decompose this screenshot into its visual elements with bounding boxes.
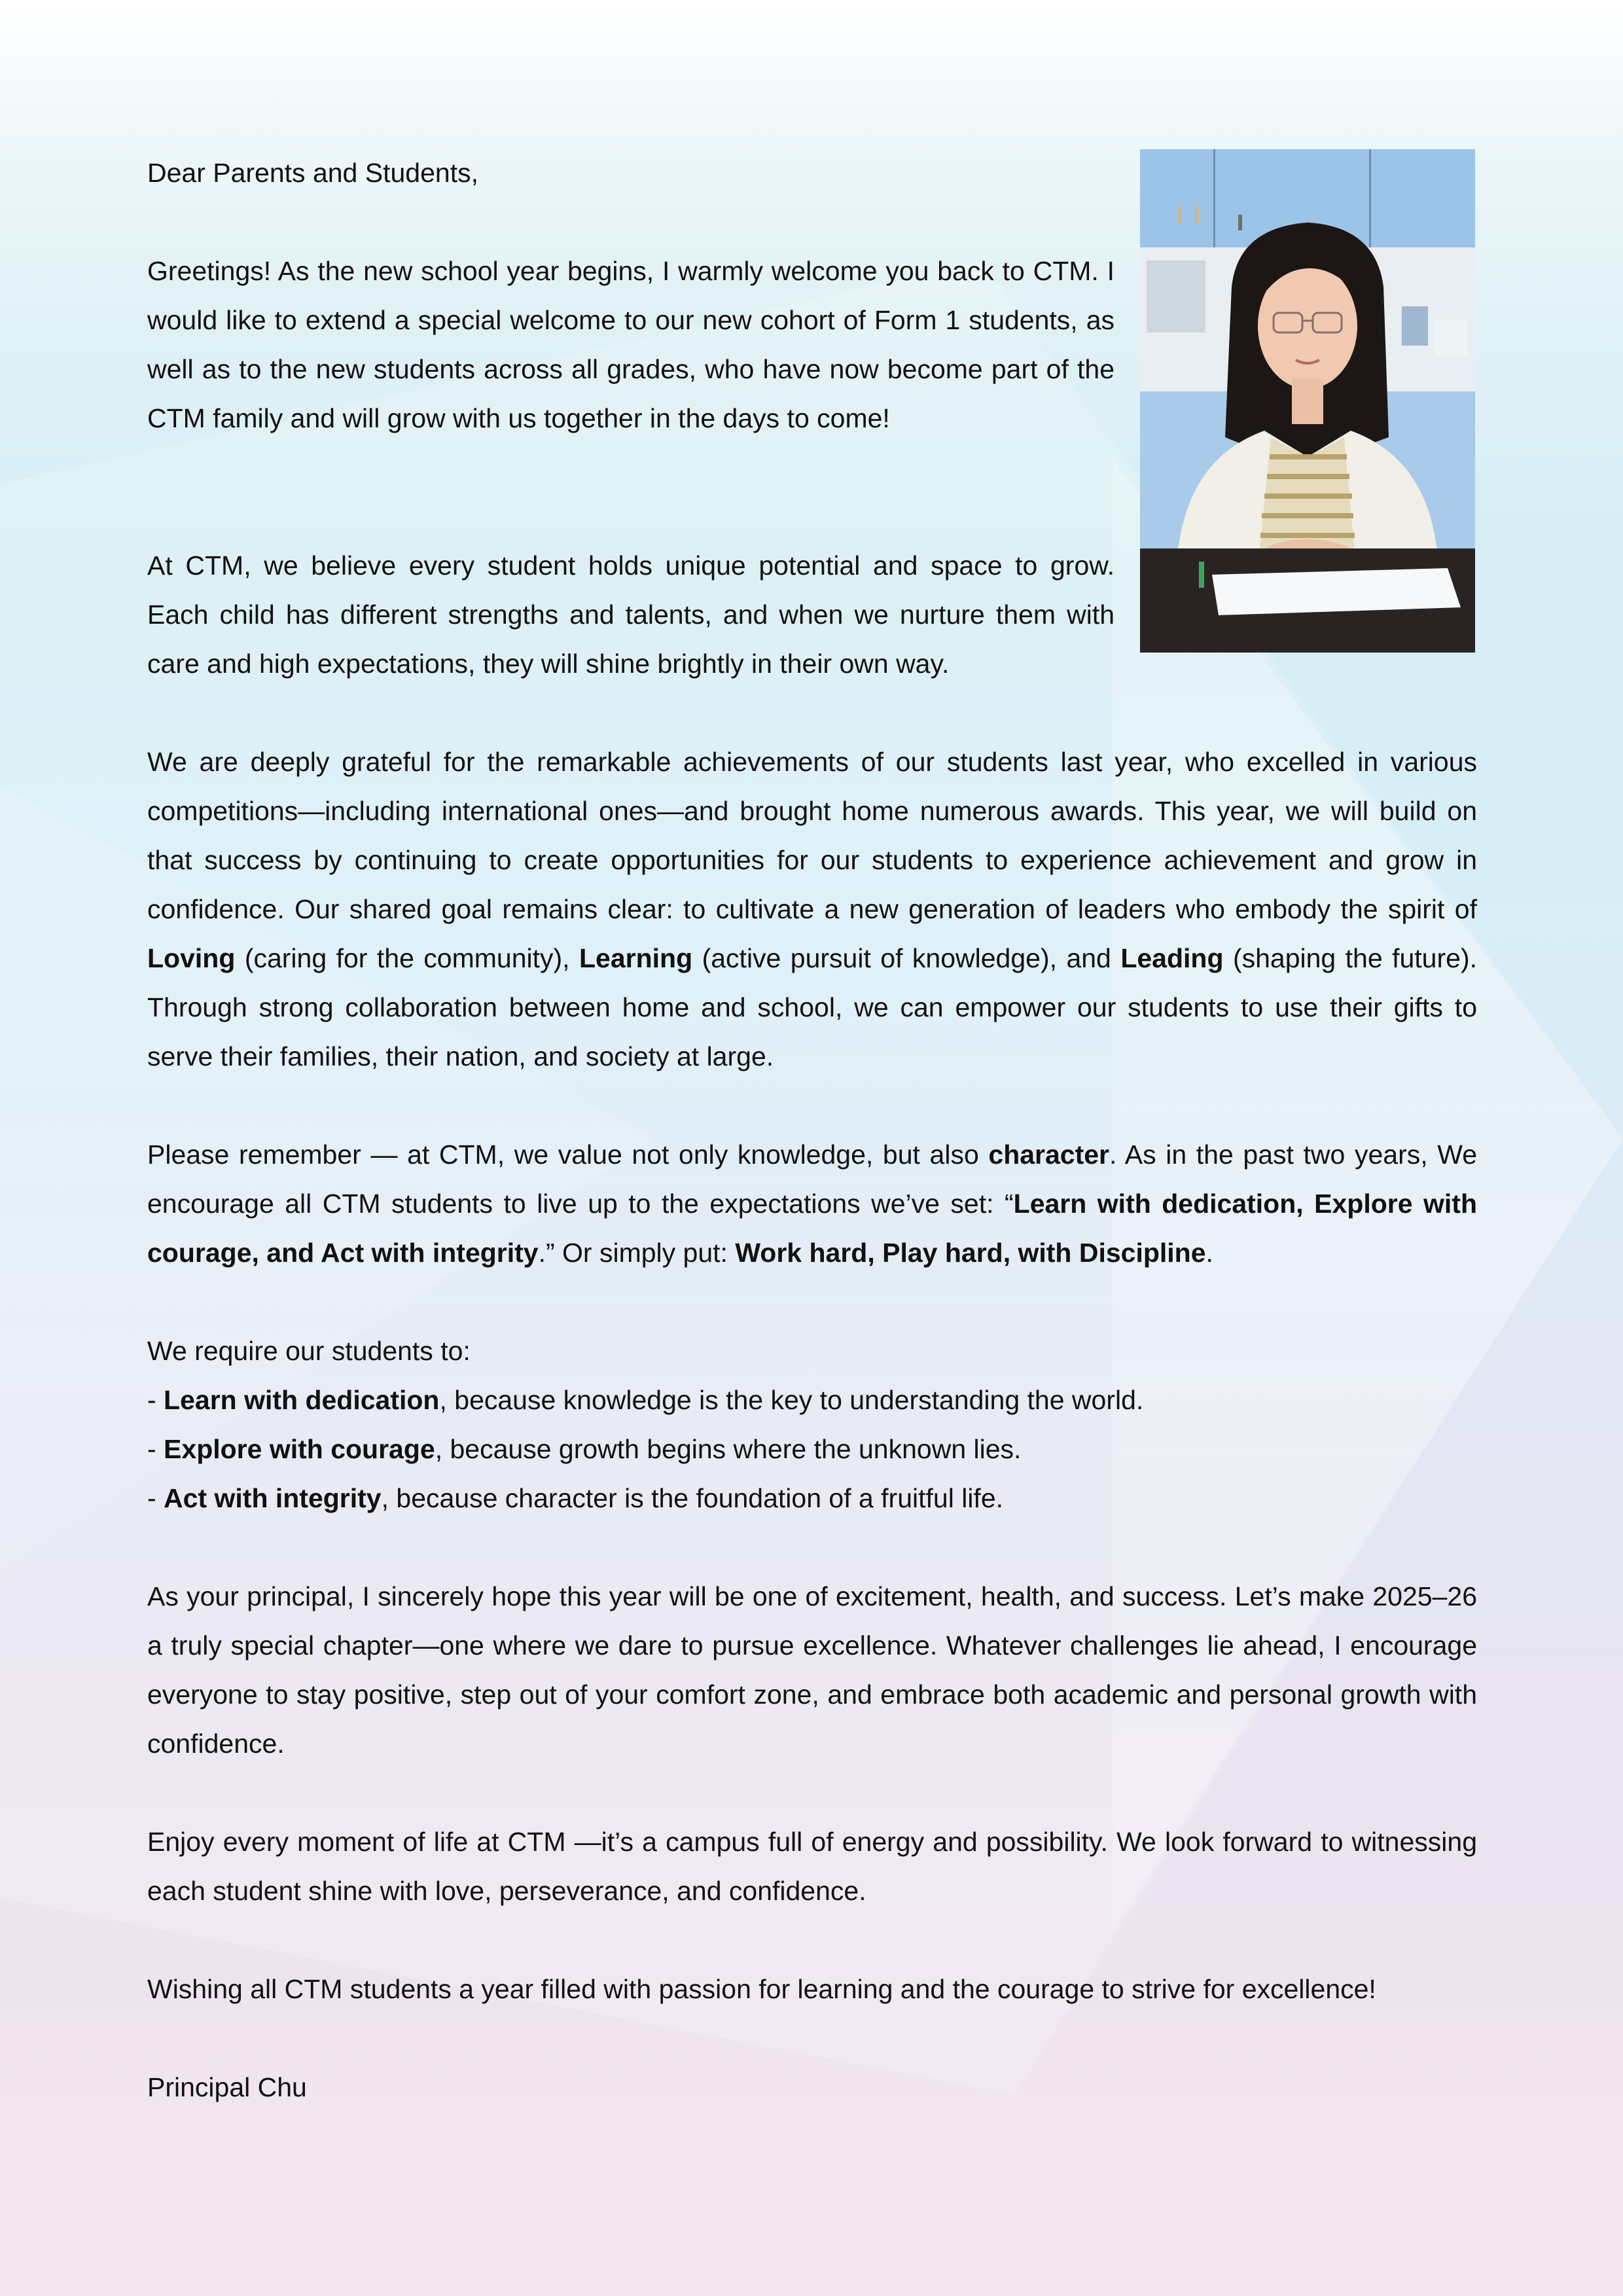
requirement-item: - Explore with courage, because growth begins where the unknown lies. [147, 1434, 1022, 1464]
paragraph-hopes: As your principal, I sincerely hope this year will be one of excitement, health, and success. Let’s make 2025–26 a truly special chapter—one where we dare to pursue excellence. Whatever challenges lie ahead, I encourage everyone to stay positive, step out of your comfort zone, and embrace both academic and personal growth with confidence. [147, 1581, 1477, 1759]
principal-photo [1140, 149, 1475, 653]
value-learning: Learning [579, 943, 693, 973]
paragraph-character: Please remember — at CTM, we value not only knowledge, but also character. As in the past two years, We encourage all CTM students to live up to the expectations we’ve set: “Learn with dedication, Explore with courage, and Act with integrity.” Or simply put: Work hard, Play hard, with Discipline. [147, 1139, 1477, 1268]
paragraph-enjoy: Enjoy every moment of life at CTM —it’s a campus full of energy and possibility. We look forward to witnessing each student shine with love, perseverance, and confidence. [147, 1827, 1477, 1906]
paragraph-potential: At CTM, we believe every student holds unique potential and space to grow. Each child has different strengths and talents, and when we nurture them with care and high expectations, they will shine brightly in their own way. [147, 550, 1115, 679]
paragraph-welcome: Greetings! As the new school year begins, I warmly welcome you back to CTM. I would like to extend a special welcome to our new cohort of Form 1 students, as well as to the new students across all grades, who have now become part of the CTM family and will grow with us together in the days to come! [147, 256, 1115, 433]
requirement-item: - Learn with dedication, because knowledge is the key to understanding the world. [147, 1385, 1144, 1415]
emphasis-slogan: Work hard, Play hard, with Discipline [735, 1238, 1206, 1268]
principal-portrait-image [1140, 149, 1475, 653]
emphasis-motto: Learn with dedication, Explore with courage, and Act with integrity [147, 1189, 1477, 1268]
value-loving: Loving [147, 943, 236, 973]
letter-page [147, 0, 1477, 2296]
paragraph-achievements: We are deeply grateful for the remarkable achievements of our students last year, who excelled in various competitions—including international ones—and brought home numerous awards. This year, we will build on that success by continuing to create opportunities for our students to experience achievement and grow in confidence. Our shared goal remains clear: to cultivate a new generation of leaders who embody the spirit of Loving (caring for the community), Learning (active pursuit of knowledge), and Leading (shaping the future). Through strong collaboration between home and school, we can empower our students to use their gifts to serve their families, their nation, and society at large. [147, 747, 1477, 1071]
requirement-item: - Act with integrity, because character is the foundation of a fruitful life. [147, 1483, 1004, 1513]
emphasis-character: character [988, 1139, 1110, 1170]
paragraph-wishes: Wishing all CTM students a year filled with passion for learning and the courage to strive for excellence! [147, 1974, 1376, 2004]
signature: Principal Chu [147, 2072, 307, 2102]
requirements-intro: We require our students to: [147, 1336, 471, 1366]
value-leading: Leading [1120, 943, 1224, 973]
salutation: Dear Parents and Students, [147, 158, 478, 188]
